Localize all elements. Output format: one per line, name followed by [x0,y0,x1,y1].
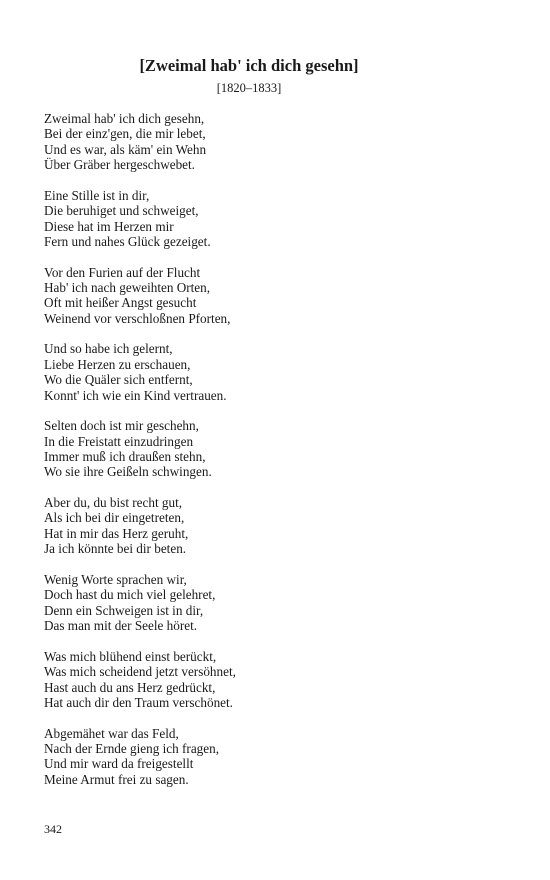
verse-line: Hat auch dir den Traum verschönet. [44,694,233,710]
verse-line: Diese hat im Herzen mir [44,218,174,234]
page-number: 342 [44,822,62,836]
verse-line: Hast auch du ans Herz gedrückt, [44,679,216,695]
poem-title-text: [Zweimal hab' ich dich gesehn] [139,56,359,75]
stanza [44,495,514,557]
verse-line: Abgemähet war das Feld, [44,725,179,741]
verse-line: Die beruhiget und schweiget, [44,203,199,219]
verse-line: Vor den Furien auf der Flucht [44,264,201,280]
verse-line: Aber du, du bist recht gut, [44,495,183,511]
verse-line: Und so habe ich gelernt, [44,341,173,357]
verse-line: Hab' ich nach geweihten Orten, [44,280,211,296]
verse-line: Wenig Worte sprachen wir, [44,571,187,587]
verse-line: Liebe Herzen zu erschauen, [44,356,191,372]
stanza [44,265,514,327]
poem-body [44,111,514,802]
verse-line: Meine Armut frei zu sagen. [44,771,189,787]
verse-line: Selten doch ist mir geschehn, [44,418,199,434]
stanza [44,188,514,250]
verse-line: Ja ich könnte bei dir beten. [44,541,187,557]
verse-line: Konnt' ich wie ein Kind vertrauen. [44,387,227,403]
stanza [44,111,514,173]
stanza [44,726,514,788]
verse-line: Das man mit der Seele höret. [44,618,198,634]
verse-line: In die Freistatt einzudringen [44,433,194,449]
verse-line: Und es war, als käm' ein Wehn [44,141,207,157]
verse-line: Hat in mir das Herz geruht, [44,525,189,541]
poem-dates [0,79,550,97]
verse-line: Denn ein Schweigen ist in dir, [44,602,204,618]
verse-line: Doch hast du mich viel gelehret, [44,587,216,603]
verse-line: Über Gräber hergeschwebet. [44,157,195,173]
verse-line: Zweimal hab' ich dich gesehn, [44,111,205,126]
verse-line: Eine Stille ist in dir, [44,187,150,203]
verse-line: Immer muß ich draußen stehn, [44,449,206,465]
verse-line: Nach der Ernde gieng ich fragen, [44,740,220,756]
poem-dates-text: [1820–1833] [216,81,282,95]
verse-line: Und mir ward da freigestellt [44,756,194,772]
verse-line: Wo die Quäler sich entfernt, [44,372,193,388]
stanza [44,572,514,634]
stanza [44,341,514,403]
verse-line: Oft mit heißer Angst gesucht [44,295,197,311]
verse-line: Als ich bei dir eingetreten, [44,510,185,526]
stanza [44,418,514,480]
poem-title [0,55,550,77]
verse-line: Weinend vor verschloßnen Pforten, [44,310,231,326]
verse-line: Was mich blühend einst berückt, [44,648,217,664]
verse-line: Was mich scheidend jetzt versöhnet, [44,664,236,680]
verse-line: Fern und nahes Glück gezeiget. [44,234,211,250]
verse-line: Wo sie ihre Geißeln schwingen. [44,464,212,480]
verse-line: Bei der einz'gen, die mir lebet, [44,126,206,142]
stanza [44,649,514,711]
